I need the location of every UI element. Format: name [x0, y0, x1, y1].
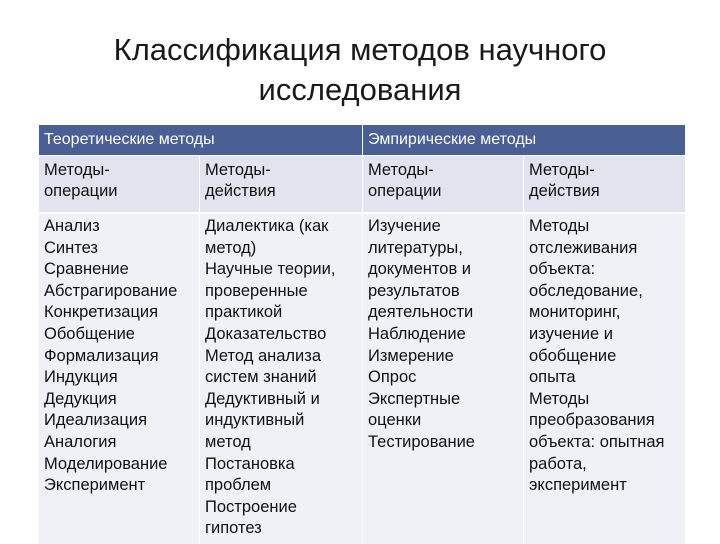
subheader-theoretical-actions: Методы- действия: [200, 156, 363, 214]
slide-title-line-1: Классификация методов научного: [113, 32, 607, 67]
list-item: Тестирование: [368, 432, 475, 451]
table-subheader-row: [39, 156, 686, 214]
list-item: метод: [205, 432, 251, 451]
list-item: Идеализация: [44, 411, 148, 430]
list-item: Методы: [529, 217, 590, 235]
list-item: Научные теории,: [205, 260, 336, 279]
list-item: Дедуктивный и: [205, 389, 320, 408]
list-item: Формализация: [44, 346, 159, 365]
list-item: Абстрагирование: [44, 281, 178, 300]
list-item: Моделирование: [44, 454, 168, 473]
list-item: Опрос: [368, 368, 417, 387]
list-item: результатов: [368, 281, 460, 300]
empirical-operations-list: [363, 213, 524, 544]
list-item: Экспертные: [368, 389, 461, 408]
methods-table: [38, 124, 686, 544]
list-item: отслеживания: [529, 238, 638, 257]
list-item: обобщение: [529, 346, 617, 365]
subheader-empirical-operations: Методы- операции: [363, 156, 524, 214]
list-item: Постановка: [205, 454, 295, 473]
list-item: обследование,: [529, 281, 643, 300]
list-item: оценки: [368, 411, 422, 430]
list-item: метод): [205, 238, 257, 257]
empirical-actions-list: [524, 213, 686, 544]
list-item: Аналогия: [44, 432, 117, 451]
header-empirical-methods: Эмпирические методы: [363, 125, 686, 156]
list-item: проблем: [205, 476, 272, 495]
list-item: Конкретизация: [44, 303, 159, 322]
list-item: литературы,: [368, 238, 463, 257]
table-header-row: [39, 125, 686, 156]
list-item: деятельности: [368, 303, 474, 322]
slide-title-line-2: исследования: [258, 72, 462, 107]
list-item: эксперимент: [529, 476, 627, 495]
list-item: мониторинг,: [529, 303, 621, 322]
list-item: индуктивный: [205, 411, 305, 430]
header-theoretical-methods: Теоретические методы: [39, 125, 363, 156]
list-item: Синтез: [44, 238, 98, 257]
list-item: систем знаний: [205, 368, 317, 387]
subheader-empirical-actions: Методы- действия: [524, 156, 686, 214]
list-item: объекта:: [529, 260, 596, 279]
list-item: Метод анализа: [205, 346, 322, 365]
theoretical-actions-list: [200, 213, 363, 544]
list-item: объекта: опытная: [529, 432, 665, 451]
list-item: Доказательство: [205, 324, 327, 343]
list-item: Анализ: [44, 217, 100, 235]
slide-title: [0, 30, 720, 110]
table-row: [39, 213, 686, 544]
list-item: Сравнение: [44, 260, 129, 279]
list-item: Изучение: [368, 217, 441, 235]
list-item: опыта: [529, 368, 576, 387]
list-item: практикой: [205, 303, 283, 322]
list-item: Измерение: [368, 346, 454, 365]
list-item: Диалектика (как: [205, 217, 329, 235]
list-item: Построение: [205, 497, 297, 516]
list-item: Обобщение: [44, 324, 135, 343]
list-item: Эксперимент: [44, 476, 146, 495]
list-item: Методы: [529, 389, 590, 408]
list-item: гипотез: [205, 519, 262, 538]
list-item: работа,: [529, 454, 587, 473]
list-item: Индукция: [44, 368, 118, 387]
list-item: преобразования: [529, 411, 655, 430]
list-item: документов и: [368, 260, 472, 279]
list-item: Дедукция: [44, 389, 117, 408]
list-item: проверенные: [205, 281, 308, 300]
list-item: Наблюдение: [368, 324, 466, 343]
theoretical-operations-list: [39, 213, 200, 544]
list-item: изучение и: [529, 324, 613, 343]
subheader-theoretical-operations: Методы- операции: [39, 156, 200, 214]
